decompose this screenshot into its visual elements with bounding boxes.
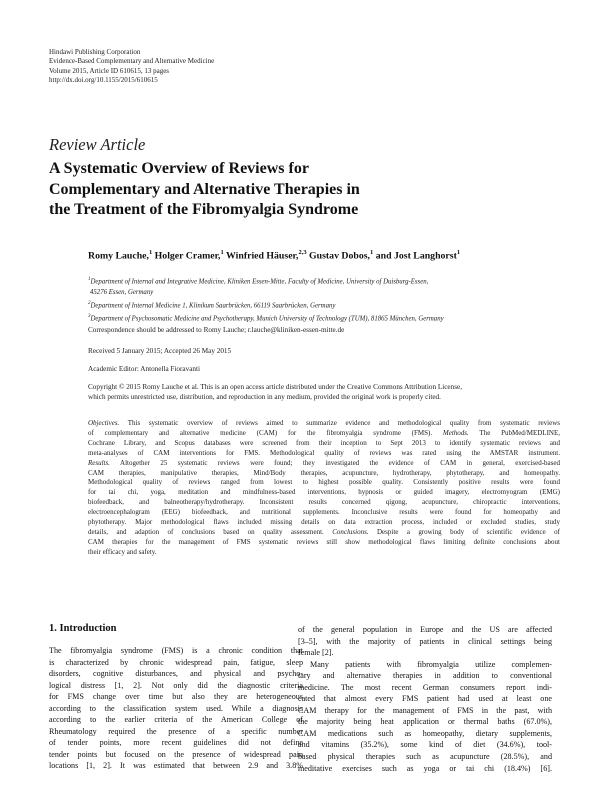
author-name: Holger Cramer, — [154, 250, 221, 262]
body-line: disorders, cognitive disturbances, and physical and psycho- — [49, 669, 303, 679]
doi-link[interactable]: http://dx.doi.org/10.1155/2015/610615 — [49, 76, 158, 85]
body-line: is characterized by chronic widespread pain, fatigue, sleep — [49, 657, 303, 667]
affiliation-continued: 45276 Essen, Germany — [90, 288, 154, 296]
correspondence: Correspondence should be addressed to Romy Lauche; r.lauche@kliniken-essen-mitte.de — [88, 326, 345, 334]
abstract-line: meta-analyses of CAM interventions for FMS. Methodological quality of reviews was rated using the AMSTAR instrument. — [88, 448, 560, 457]
author-affil-sup: 2,3 — [298, 249, 307, 256]
body-line: logical distress [1, 2]. Not only did the diagnostic criteria — [49, 680, 303, 690]
abstract-line: for tai chi, yoga, meditation and mindfulness-based interventions, hypnosis or guided imagery, electromyogram (EMG) — [88, 488, 560, 497]
article-title — [49, 159, 529, 221]
abstract — [88, 419, 560, 558]
body-line: for FMS change over time but also they are heterogeneous — [49, 692, 303, 702]
journal-header — [49, 48, 349, 86]
abstract-line: Objectives. This systematic overview of reviews aimed to summarize evidence and methodological quality from systematic reviews — [88, 419, 560, 427]
abstract-line: electroencephalogram (EEG) biofeedback, and nutritional supplements. Inconclusive results were found for homeopathy and — [88, 508, 560, 517]
author-name: and Jost Langhorst — [375, 250, 457, 262]
author-list — [88, 249, 558, 261]
affiliation: $^3$Department of Psychosomatic Medicine and Psychotherapy, Munich University of Technology (TUM), 81865 München, Germany — [88, 313, 444, 322]
body-line: according to the earlier criteria of the American College of — [49, 715, 303, 725]
body-line: tary and alternative therapies in addition to conventional — [298, 671, 552, 681]
body-line: based physical therapies such as acupuncture (28.5%), and — [298, 752, 552, 762]
abstract-line: biofeedback, and balneotherapy/hydrotherapy. Inconsistent results concerned qigong, acupuncture, chiropractic interventions, — [88, 498, 560, 507]
author-affil-sup: 1 — [220, 249, 224, 256]
volume-info: Volume 2015, Article ID 610615, 13 pages — [49, 66, 170, 75]
abstract-line: Cochrane Library, and Scopus databases were screened from their inception to Sept 2013 to identify systematic reviews and — [88, 438, 560, 447]
author-name: Winfried Häuser, — [226, 250, 299, 262]
body-line: and vitamins (35.2%), some kind of diet (34.6%), tool- — [298, 740, 552, 750]
body-line: of the general population in Europe and the US are affected — [298, 625, 552, 634]
abstract-line: CAM therapies for the management of FMS systematic reviews still show methodological flaws limiting definite conclusions about — [88, 537, 560, 546]
received-date: Received 5 January 2015; Accepted 26 May 2015 — [88, 347, 232, 355]
author-name: Gustav Dobos, — [309, 250, 371, 262]
affiliations — [88, 275, 558, 325]
publisher-name: Hindawi Publishing Corporation — [49, 48, 141, 56]
body-line: [3–5], with the majority of patients in clinical settings being — [298, 636, 552, 646]
affiliation: $^1$Department of Internal and Integrative Medicine, Kliniken Essen-Mitte, Faculty of Medicine, University of Duisburg-Essen, — [88, 277, 429, 286]
article-type: Review Article — [49, 135, 146, 154]
author-affil-sup: 1 — [456, 249, 461, 256]
body-line: according to the classification system used. While a diagnosis — [49, 703, 303, 713]
body-line: CAM medications such as homeopathy, dietary supplements, — [298, 728, 552, 738]
abstract-line: CAM therapies, manipulative therapies, Mind/Body therapies, acupuncture, hydrotherapy, phytotherapy, and homeopathy. — [88, 468, 560, 477]
abstract-line: Methodological quality of reviews ranged from lowest to highest possible quality. Consistently positive results were found — [88, 478, 560, 487]
body-line: CAM therapy for the management of FMS in the past, with — [298, 705, 552, 715]
body-line: tender points but focused on the presence of widespread pain — [49, 749, 303, 759]
body-line: the majority being heat application or thermal baths (67.0%), — [298, 717, 552, 727]
abstract-line: of complementary and alternative medicine (CAM) for the fibromyalgia syndrome (FMS). Methods. The PubMed/MEDLINE, — [88, 428, 561, 437]
section-heading: 1. Introduction — [49, 623, 117, 634]
body-line: cated that almost every FMS patient had used at least one — [298, 694, 552, 704]
abstract-line: their efficacy and safety. — [88, 547, 157, 556]
title-line: the Treatment of the Fibromyalgia Syndrome — [49, 201, 359, 218]
abstract-line: phytotherapy. Major methodological flaws included missing details on data extraction process, included or excluded studies, study — [88, 518, 560, 527]
author-affil-sup: 1 — [370, 249, 374, 256]
body-line: Rheumatology required the presence of a specific number — [49, 726, 303, 736]
body-line: of tender points, more recent guidelines did not define — [49, 738, 303, 748]
title-line: Complementary and Alternative Therapies in — [49, 180, 360, 198]
copyright-notice: Copyright © 2015 Romy Lauche et al. This is an open access article distributed under the Creative Commons Attribution License, which permits unrestricted use, distribution, and reproduction in any medium, provided the original work is properly cited. — [88, 383, 463, 401]
body-column-left — [49, 645, 303, 772]
body-line: female [2]. — [298, 648, 334, 658]
journal-name: Evidence-Based Complementary and Alternative Medicine — [49, 57, 215, 66]
body-line: medicine. The most recent German consumers report indi- — [298, 682, 552, 692]
body-line: locations [1, 2]. It was estimated that between 2.9 and 3.8% — [49, 761, 303, 771]
abstract-line: Results. Altogether 25 systematic reviews were found; they investigated the evidence of CAM in general, exercised-based — [88, 458, 560, 467]
academic-editor: Academic Editor: Antonella Fioravanti — [88, 365, 200, 373]
author-affil-sup: 1 — [148, 249, 153, 256]
body-line: meditative exercises such as yoga or tai chi (18.4%) [6]. — [298, 763, 552, 773]
author-name: Romy Lauche, — [88, 250, 149, 262]
affiliation: $^2$Department of Internal Medicine 1, Klinikum Saarbrücken, 66119 Saarbrücken, Germany — [88, 300, 336, 309]
body-line: The fibromyalgia syndrome (FMS) is a chronic condition that — [49, 646, 303, 655]
body-column-right — [298, 624, 552, 774]
title-line: A Systematic Overview of Reviews for — [49, 160, 309, 177]
abstract-line: details, and adaption of conclusions based on quality assessment. Conclusions. Despite a growing body of scientific evidence of — [88, 527, 561, 536]
body-line: Many patients with fibromyalgia utilize complemen- — [310, 659, 552, 669]
